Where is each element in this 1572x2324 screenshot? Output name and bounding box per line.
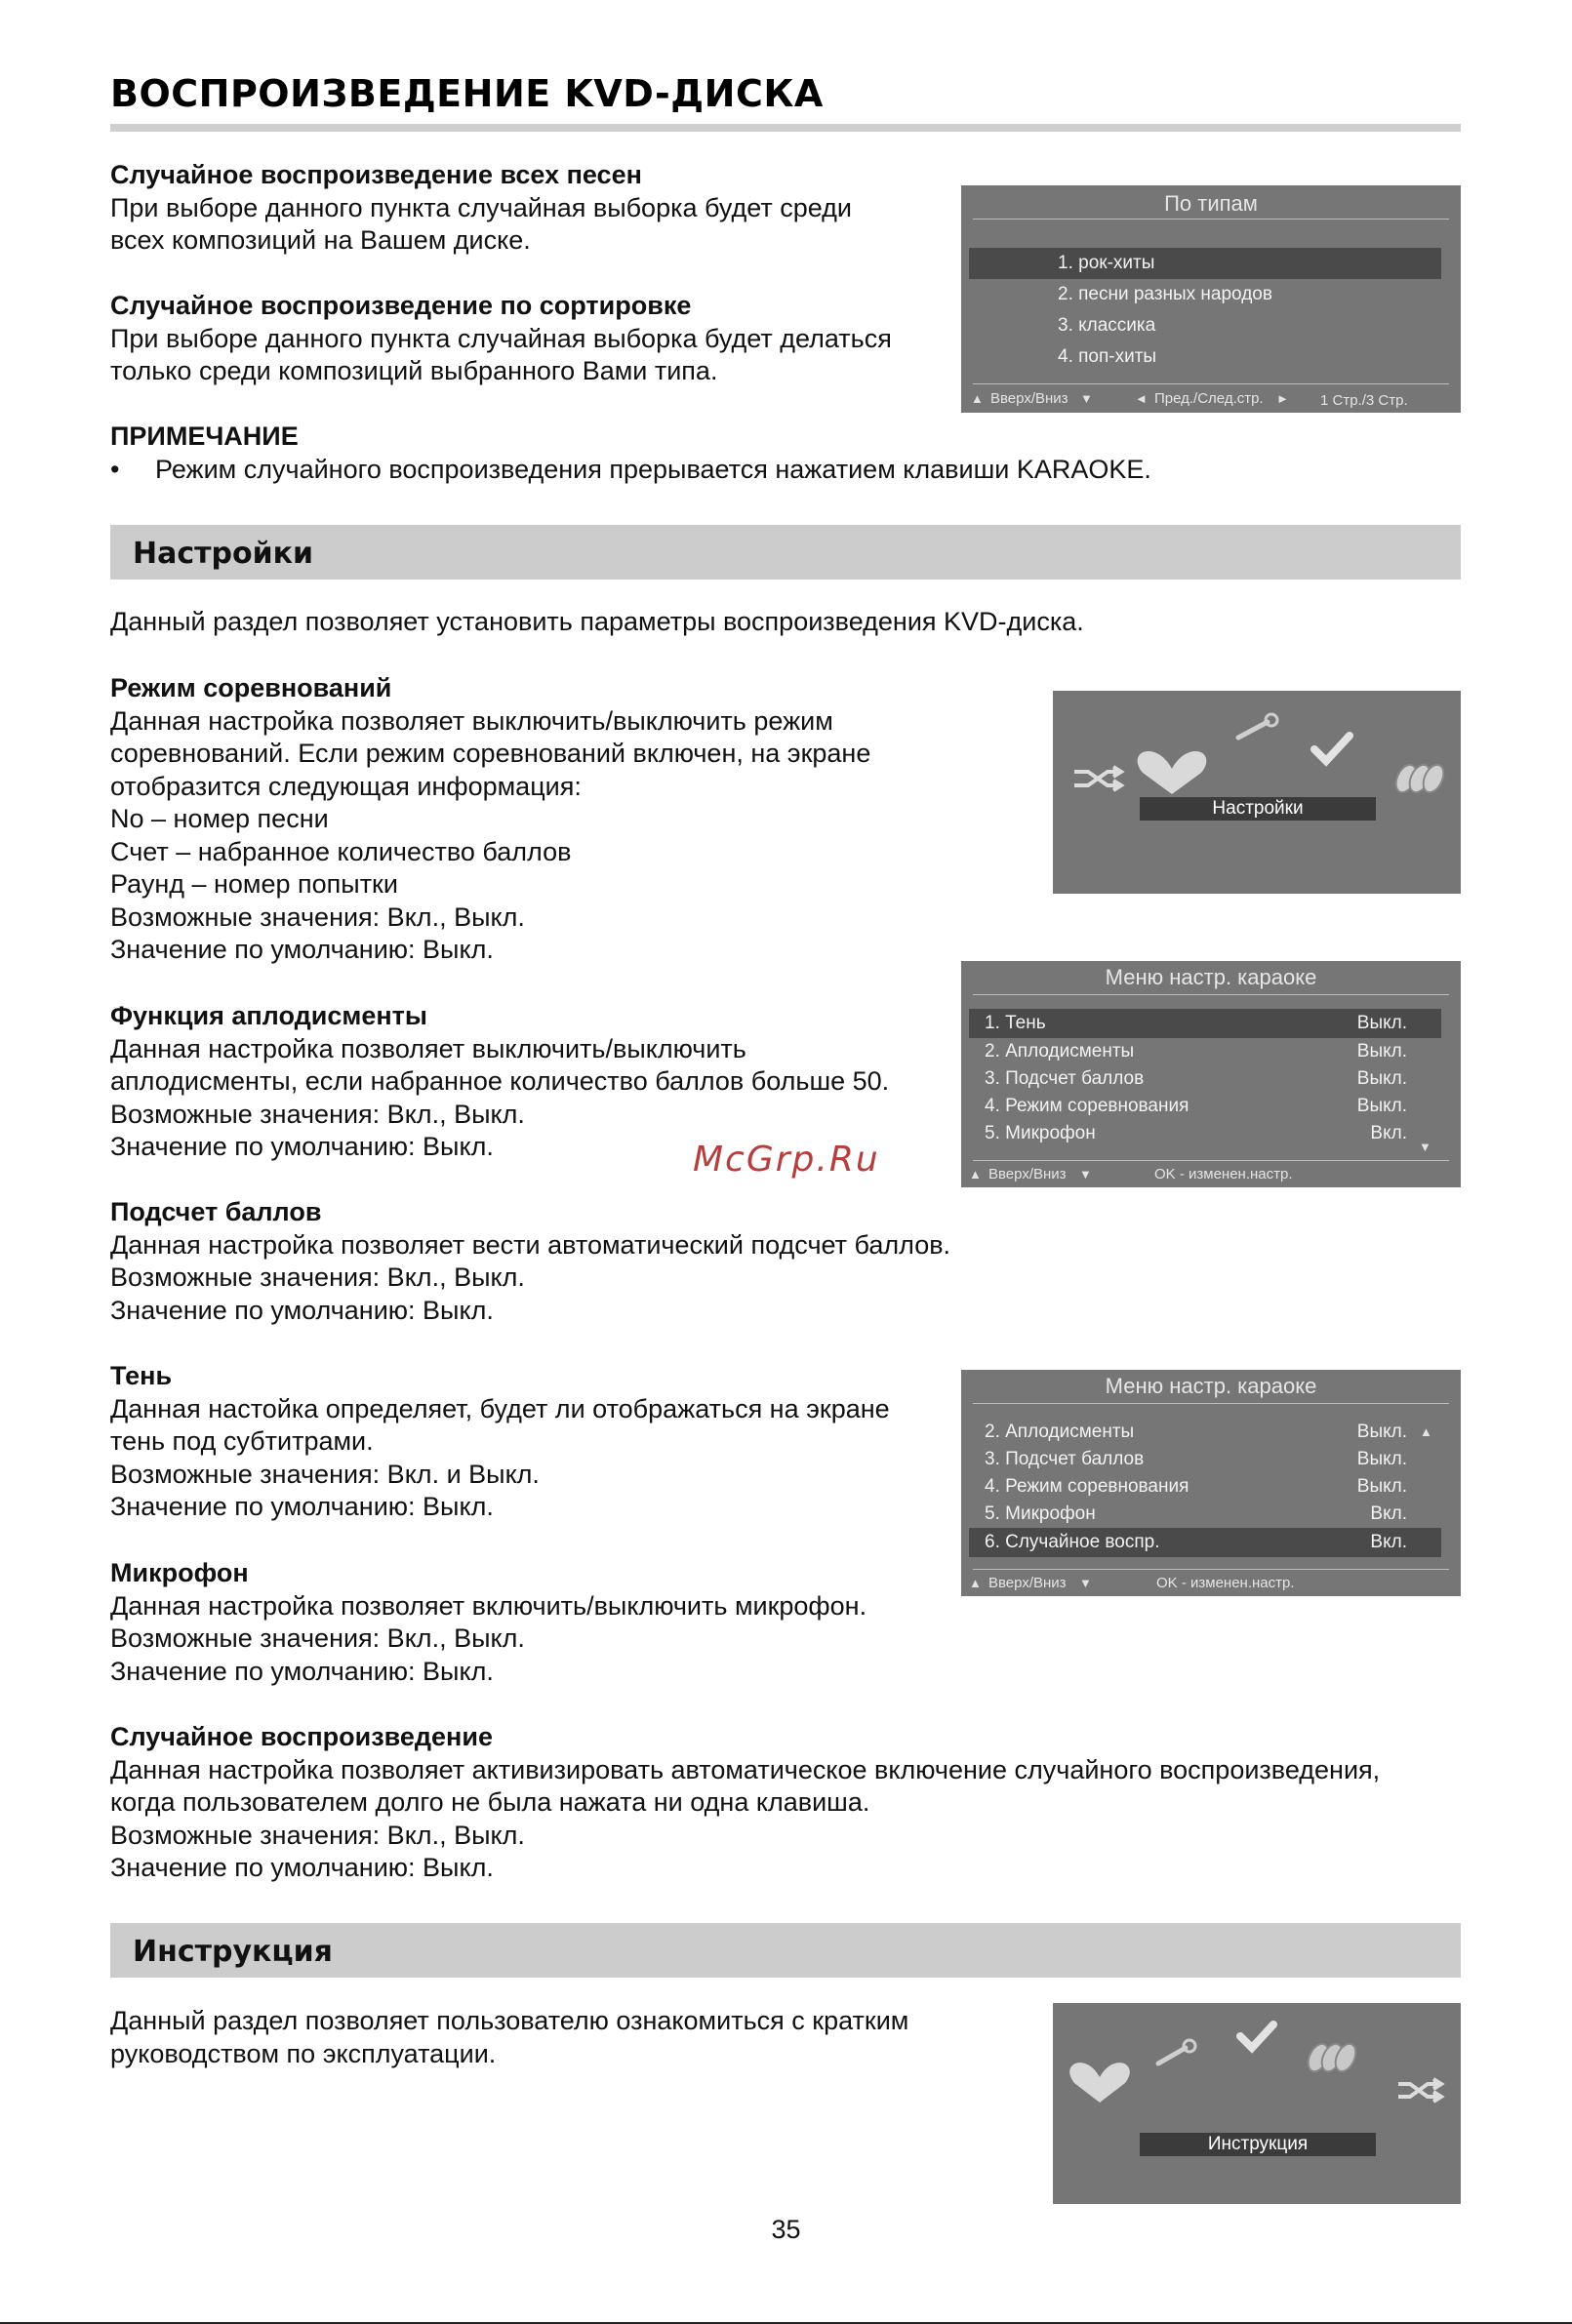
karaoke-setting-row[interactable]: 6. Случайное воспр. Вкл. — [969, 1528, 1441, 1557]
random-all-heading: Случайное воспроизведение всех песен — [110, 160, 642, 189]
karaoke-setting-row[interactable]: 2. Аплодисменты Выкл. — [985, 1422, 1407, 1442]
footer-nav-label: Вверх/Вниз — [990, 390, 1068, 407]
section-bar-settings — [110, 525, 1461, 580]
check-icon[interactable] — [1240, 2024, 1273, 2048]
karaoke-setting-row[interactable]: 4. Режим соревнования Выкл. — [985, 1096, 1407, 1116]
screen-divider — [973, 1160, 1449, 1161]
scoring-block: Подсчет баллов Данная настройка позволяет вести автоматический подсчет баллов. Возможные значения: Вкл., Выкл. Значение по умолчанию: Выкл. — [110, 1197, 951, 1325]
random-play-heading: Случайное воспроизведение — [110, 1722, 493, 1751]
discs-icon[interactable] — [1305, 2041, 1360, 2075]
screen-divider — [973, 994, 1449, 995]
karaoke-setting-row[interactable]: 3. Подсчет баллов Выкл. — [985, 1449, 1407, 1469]
check-icon[interactable] — [1314, 736, 1350, 761]
heart-icon[interactable] — [1138, 751, 1207, 794]
karaoke-setting-row[interactable]: 5. Микрофон Вкл. — [985, 1123, 1407, 1143]
competition-block: Режим соревнований Данная настройка позволяет выключить/выключить режим соревнований. Если режим соревнований включен, на экране отобразится следующая информация: No – номер песни Счет – набранное количество баллов Раунд – номер попытки Возможные значения: Вкл., Выкл. Значение по умолчанию: Выкл. — [110, 673, 871, 964]
arrow-right-icon: ► — [1276, 391, 1289, 406]
discs-icon[interactable] — [1392, 762, 1448, 796]
screen-types-item[interactable]: 2. песни разных народов — [1058, 284, 1272, 304]
menu-caption: Инструкция — [1140, 2133, 1376, 2156]
random-sorted-block — [110, 290, 892, 388]
applause-block: Функция аплодисменты Данная настройка позволяет выключить/выключить аплодисменты, если набранное количество баллов больше 50. Возможные значения: Вкл., Выкл. Значение по умолчанию: Выкл. — [110, 1001, 890, 1161]
screen-divider — [973, 383, 1449, 384]
karaoke-setting-row[interactable]: 1. Тень Выкл. — [969, 1009, 1441, 1038]
screen-divider — [973, 1569, 1449, 1570]
shuffle-icon[interactable] — [1398, 2079, 1441, 2102]
random-play-block: Случайное воспроизведение Данная настройка позволяет активизировать автоматическое включение случайного воспроизведения, когда пользователем долго не была нажата ни одна клавиша. Возможные значения: Вкл., Выкл. Значение по умолчанию: Выкл. — [110, 1722, 1381, 1882]
title-rule — [110, 124, 1461, 132]
scoring-heading: Подсчет баллов — [110, 1197, 322, 1226]
menu-icons — [1053, 2003, 1461, 2204]
screen-divider — [973, 219, 1449, 220]
footer-ok-label: OK - изменен.настр. — [1156, 1575, 1295, 1591]
random-all-block — [110, 159, 852, 258]
random-sorted-line: При выборе данного пункта случайная выборка будет делаться — [110, 323, 892, 353]
wrench-icon[interactable] — [1158, 2040, 1195, 2064]
scroll-down-icon[interactable]: ▼ — [1419, 1140, 1431, 1154]
screen-types — [961, 185, 1461, 413]
footer-page-count: 1 Стр./3 Стр. — [1320, 392, 1408, 409]
karaoke-setting-row[interactable]: 5. Микрофон Вкл. — [985, 1503, 1407, 1524]
note-heading-block — [110, 421, 299, 454]
page-number: 35 — [771, 2215, 801, 2244]
random-all-line: всех композиций на Вашем диске. — [110, 225, 531, 255]
random-sorted-line: только среди композиций выбранного Вами типа. — [110, 356, 718, 385]
footer-nav-label: Вверх/Вниз — [988, 1575, 1067, 1591]
section-title: Инструкция — [133, 1935, 333, 1969]
screen-types-item[interactable]: 3. классика — [1058, 315, 1156, 336]
watermark: McGrp.Ru — [693, 1140, 880, 1180]
screen-karaoke-title: Меню настр. караоке — [1105, 1374, 1317, 1398]
shadow-heading: Тень — [110, 1361, 173, 1390]
bullet-icon: • — [110, 455, 120, 484]
note-heading: ПРИМЕЧАНИЕ — [110, 421, 299, 451]
karaoke-setting-row[interactable]: 4. Режим соревнования Выкл. — [985, 1476, 1407, 1497]
microphone-block: Микрофон Данная настройка позволяет включить/выключить микрофон. Возможные значения: Вкл., Выкл. Значение по умолчанию: Выкл. — [110, 1558, 867, 1686]
screen-divider — [973, 1403, 1449, 1404]
arrow-down-icon: ▼ — [1079, 1167, 1092, 1182]
footer-page-label: Пред./След.стр. — [1154, 390, 1264, 407]
screen-karaoke-title: Меню настр. караоке — [1105, 965, 1317, 989]
competition-heading: Режим соревнований — [110, 673, 392, 702]
menu-icons — [1053, 691, 1461, 894]
arrow-down-icon: ▼ — [1079, 1576, 1092, 1590]
karaoke-setting-row[interactable]: 3. Подсчет баллов Выкл. — [985, 1068, 1407, 1089]
screen-instruction-icons — [1053, 2003, 1461, 2204]
random-all-line: При выборе данного пункта случайная выборка будет среди — [110, 192, 853, 222]
microphone-heading: Микрофон — [110, 1558, 249, 1587]
arrow-left-icon: ◄ — [1135, 391, 1148, 406]
screen-types-title: По типам — [1164, 191, 1258, 216]
page-title: ВОСПРОИЗВЕДЕНИЕ KVD-ДИСКА — [110, 72, 824, 115]
section-bar-instruction — [110, 1923, 1461, 1978]
screen-settings-icons — [1053, 691, 1461, 894]
footer-nav-label: Вверх/Вниз — [988, 1166, 1067, 1182]
arrow-down-icon: ▼ — [1080, 391, 1093, 406]
screen-karaoke-settings-2 — [961, 1370, 1461, 1596]
wrench-icon[interactable] — [1238, 714, 1277, 738]
note-text: Режим случайного воспроизведения прерывается нажатием клавиши KARAOKE. — [155, 455, 1151, 484]
shuffle-icon[interactable] — [1074, 767, 1121, 790]
scroll-up-icon[interactable]: ▲ — [1420, 1424, 1432, 1439]
arrow-up-icon: ▲ — [969, 1576, 982, 1590]
menu-caption: Настройки — [1140, 797, 1376, 821]
footer-ok-label: OK - изменен.настр. — [1154, 1166, 1293, 1182]
random-sorted-heading: Случайное воспроизведение по сортировке — [110, 291, 692, 320]
section-title: Настройки — [133, 537, 314, 571]
shadow-block: Тень Данная настойка определяет, будет ли отображаться на экране тень под субтитрами. Возможные значения: Вкл. и Выкл. Значение по умолчанию: Выкл. — [110, 1361, 890, 1521]
settings-intro: Данный раздел позволяет установить параметры воспроизведения KVD-диска. — [110, 607, 1084, 636]
heart-icon[interactable] — [1069, 2063, 1130, 2103]
arrow-up-icon: ▲ — [969, 1167, 982, 1182]
karaoke-setting-row[interactable]: 2. Аплодисменты Выкл. — [985, 1041, 1407, 1062]
screen-karaoke-settings-1 — [961, 961, 1461, 1187]
instruction-block: Данный раздел позволяет пользователю ознакомиться с кратким руководством по эксплуатации. — [110, 2006, 909, 2068]
screen-types-item[interactable]: 1. рок-хиты — [969, 248, 1441, 279]
applause-heading: Функция аплодисменты — [110, 1001, 427, 1030]
screen-types-item[interactable]: 4. поп-хиты — [1058, 346, 1157, 367]
arrow-up-icon: ▲ — [971, 391, 984, 406]
